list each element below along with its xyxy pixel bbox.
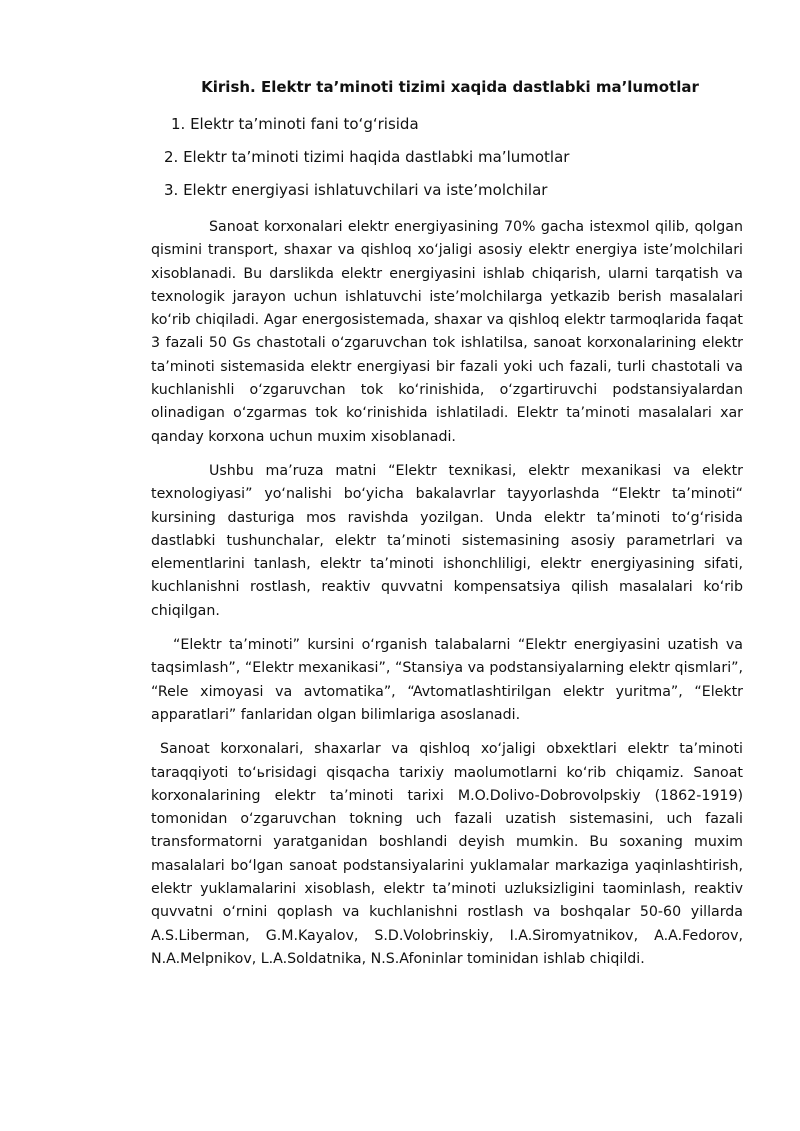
paragraph-2: Ushbu ma’ruza matni “Elektr texnikasi, elektr mexanikasi va elektr texnologiyasi” yo‘nalishi bo‘yicha bakalavrlar tayyorlashda “Elektr ta’minoti“ kursining dasturiga mos ravishda yozilgan. Unda elektr ta’minoti to‘g‘risida dastlabki tushunchalar, elektr ta’minoti sistemasining asosiy parametrlari va elementlarini tanlash, elektr ta’minoti ishonchliligi, elektr energiyasining sifati, kuchlanishni rostlash, reaktiv quvvatni kompensatsiya qilish masalalari ko‘rib chiqilgan. [151, 462, 743, 619]
outline-list [0, 113, 800, 212]
outline-item-3: 3. Elektr energiyasi ishlatuvchilari va iste’molchilar [164, 181, 548, 199]
outline-item-1: 1. Elektr ta’minoti fani to‘g‘risida [171, 115, 419, 133]
page-title: Kirish. Elektr ta’minoti tizimi xaqida dastlabki ma’lumotlar [201, 78, 699, 96]
paragraph-4: Sanoat korxonalari, shaxarlar va qishloq xo‘jaligi obxektlari elektr ta’minoti taraqqiyoti to‘ьrisidagi qisqacha tarixiy maolumotlarni ko‘rib chiqamiz. Sanoat korxonalarining elektr ta’minoti tarixi M.O.Dolivo-Dobrovolpskiy (1862-1919) tomonidan o‘zgaruvchan tokning uch fazali uzatish sistemasini, uch fazali transformatorni yaratganidan boshlandi deyish mumkin. Bu soxaning muxim masalalari bo‘lgan sanoat podstansiyalarini yuklamalar markaziga yaqinlashtirish, elektr yuklamalarini xisoblash, elektr ta’minoti uzluksizligini taominlash, reaktiv quvvatni o‘rnini qoplash va kuchlanishni rostlash va boshqalar 50-60 yillarda A.S.Liberman, G.M.Kayalov, S.D.Volobrinskiy, I.A.Siromyatnikov, A.A.Fedorov, N.A.Melpnikov, L.A.Soldatnika, N.S.Afoninlar tominidan ishlab chiqildi. [151, 741, 743, 967]
body-text [151, 216, 743, 982]
paragraph-3: “Elektr ta’minoti” kursini o‘rganish talabalarni “Elektr energiyasini uzatish va taqsimlash”, “Elektr mexanikasi”, “Stansiya va podstansiyalarning elektr qismlari”, “Rele ximoyasi va avtomatika”, “Avtomatlashtirilgan elektr yuritma”, “Elektr apparatlari” fanlaridan olgan bilimlariga asoslanadi. [151, 637, 743, 723]
paragraph-1: Sanoat korxonalari elektr energiyasining 70% gacha istexmol qilib, qolgan qismini transport, shaxar va qishloq xo‘jaligi asosiy elektr energiya iste’molchilari xisoblanadi. Bu darslikda elektr energiyasini ishlab chiqarish, ularni tarqatish va texnologik jarayon uchun ishlatuvchi iste’molchilarga yetkazib berish masalalari ko‘rib chiqiladi. Agar energosistemada, shaxar va qishloq elektr tarmoqlarida faqat 3 fazali 50 Gs chastotali o‘zgaruvchan tok ishlatilsa, sanoat korxonalarining elektr ta’minoti sistemasida elektr energiyasi bir fazali yoki uch fazali, turli chastotali va kuchlanishli o‘zgaruvchan tok ko‘rinishida, o‘zgartiruvchi podstansiyalardan olinadigan o‘zgarmas tok ko‘rinishida ishlatiladi. Elektr ta’minoti masalalari xar qanday korxona uchun muxim xisoblanadi. [151, 219, 743, 445]
outline-item-2: 2. Elektr ta’minoti tizimi haqida dastlabki ma’lumotlar [164, 148, 570, 166]
